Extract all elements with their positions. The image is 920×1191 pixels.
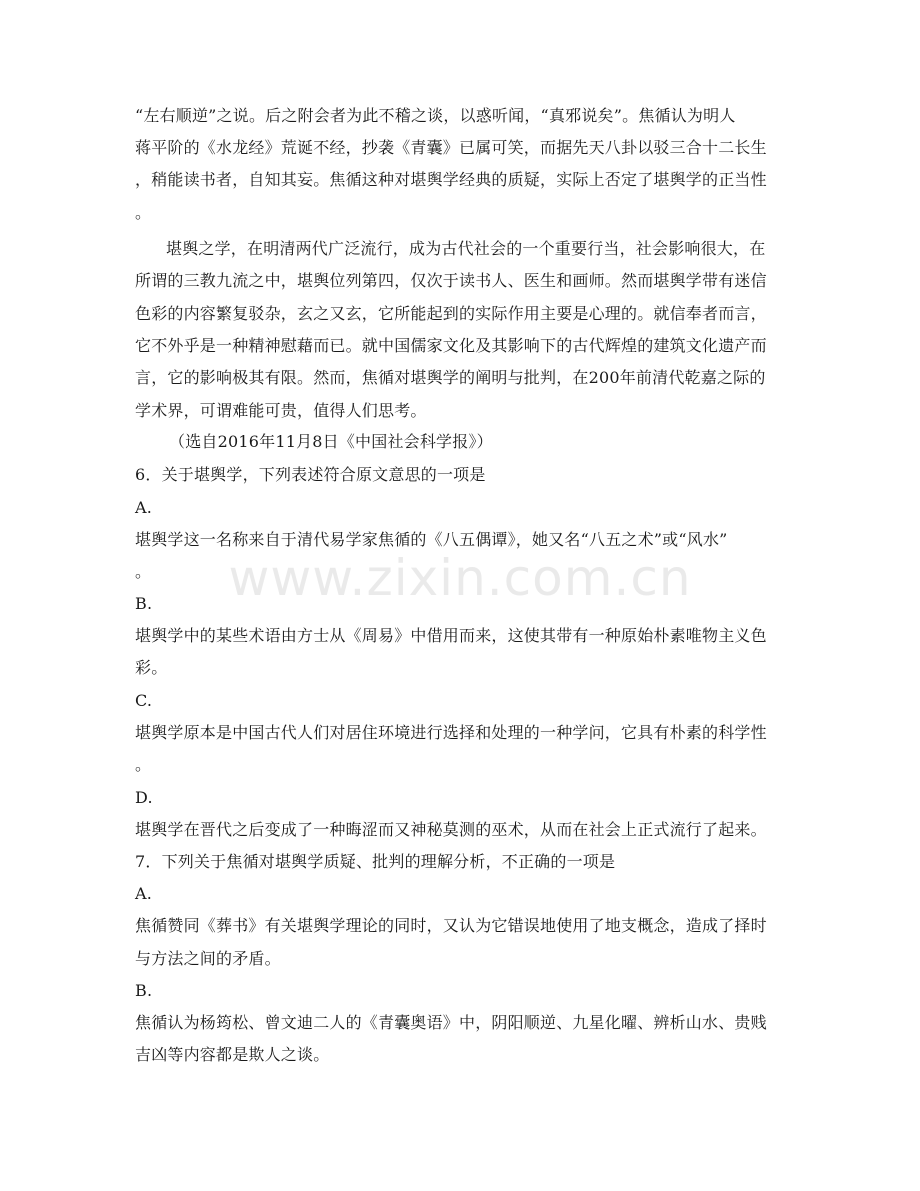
option-text-b: 焦循认为杨筠松、曾文迪二人的《青囊奥语》中，阴阳顺逆、九星化曜、辨析山水、贵贱 [135,1013,767,1032]
option-text-d: 堪舆学在晋代之后变成了一种晦涩而又神秘莫测的巫术，从而在社会上正式流行了起来。 [135,820,767,839]
option-label-c: C. [135,691,153,710]
paragraph-line: 。 [135,203,152,222]
paragraph-line: 它不外乎是一种精神慰藉而已。就中国儒家文化及其影响下的古代辉煌的建筑文化遗产而 [135,336,767,355]
watermark: www.zixin.com.cn [228,549,692,607]
question-6-stem: 6．关于堪舆学，下列表述符合原文意思的一项是 [135,465,486,484]
option-text-a: 堪舆学这一名称来自于清代易学家焦循的《八五偶谭》，她又名“八五之术”或“风水” [135,530,728,549]
option-text-b: 堪舆学中的某些术语由方士从《周易》中借用而来，这使其带有一种原始朴素唯物主义色 [135,626,767,645]
paragraph-line: 堪舆之学，在明清两代广泛流行，成为古代社会的一个重要行当，社会影响很大，在 [166,239,766,258]
option-text-c: 。 [135,755,152,774]
option-text-b: 彩。 [135,658,168,677]
paragraph-line: 所谓的三教九流之中，堪舆位列第四，仅次于读书人、医生和画师。然而堪舆学带有迷信 [135,271,767,290]
paragraph-line: 言，它的影响极其有限。然而，焦循对堪舆学的阐明与批判，在200年前清代乾嘉之际的 [135,368,766,387]
option-text-a: 与方法之间的矛盾。 [135,949,281,968]
question-7-stem: 7．下列关于焦循对堪舆学质疑、批判的理解分析，不正确的一项是 [135,852,616,871]
option-label-d: D. [135,788,153,807]
paragraph-line: 学术界，可谓难能可贵，值得人们思考。 [135,401,427,420]
paragraph-line: 色彩的内容繁复驳杂，玄之又玄，它所能起到的实际作用主要是心理的。就信奉者而言， [135,304,767,323]
option-text-a: 焦循赞同《葬书》有关堪舆学理论的同时，又认为它错误地使用了地支概念，造成了择时 [135,916,767,935]
option-text-a: 。 [135,562,152,581]
paragraph-line: ，稍能读书者，自知其妄。焦循这种对堪舆学经典的质疑，实际上否定了堪舆学的正当性 [135,170,767,189]
option-label-b: B. [135,981,153,1000]
option-label-a: A. [135,498,153,517]
option-text-b: 吉凶等内容都是欺人之谈。 [135,1045,330,1064]
paragraph-line: “左右顺逆”之说。后之附会者为此不稽之谈，以惑听闻，“真邪说矣”。焦循认为明人 [135,106,736,125]
option-text-c: 堪舆学原本是中国古代人们对居住环境进行选择和处理的一种学问，它具有朴素的科学性 [135,723,767,742]
paragraph-line: 蒋平阶的《水龙经》荒诞不经，抄袭《青囊》已属可笑，而据先天八卦以驳三合十二长生 [135,138,767,157]
option-label-b: B. [135,594,153,613]
option-label-a: A. [135,884,153,903]
source-citation: （选自2016年11月8日《中国社会科学报》） [169,432,493,451]
